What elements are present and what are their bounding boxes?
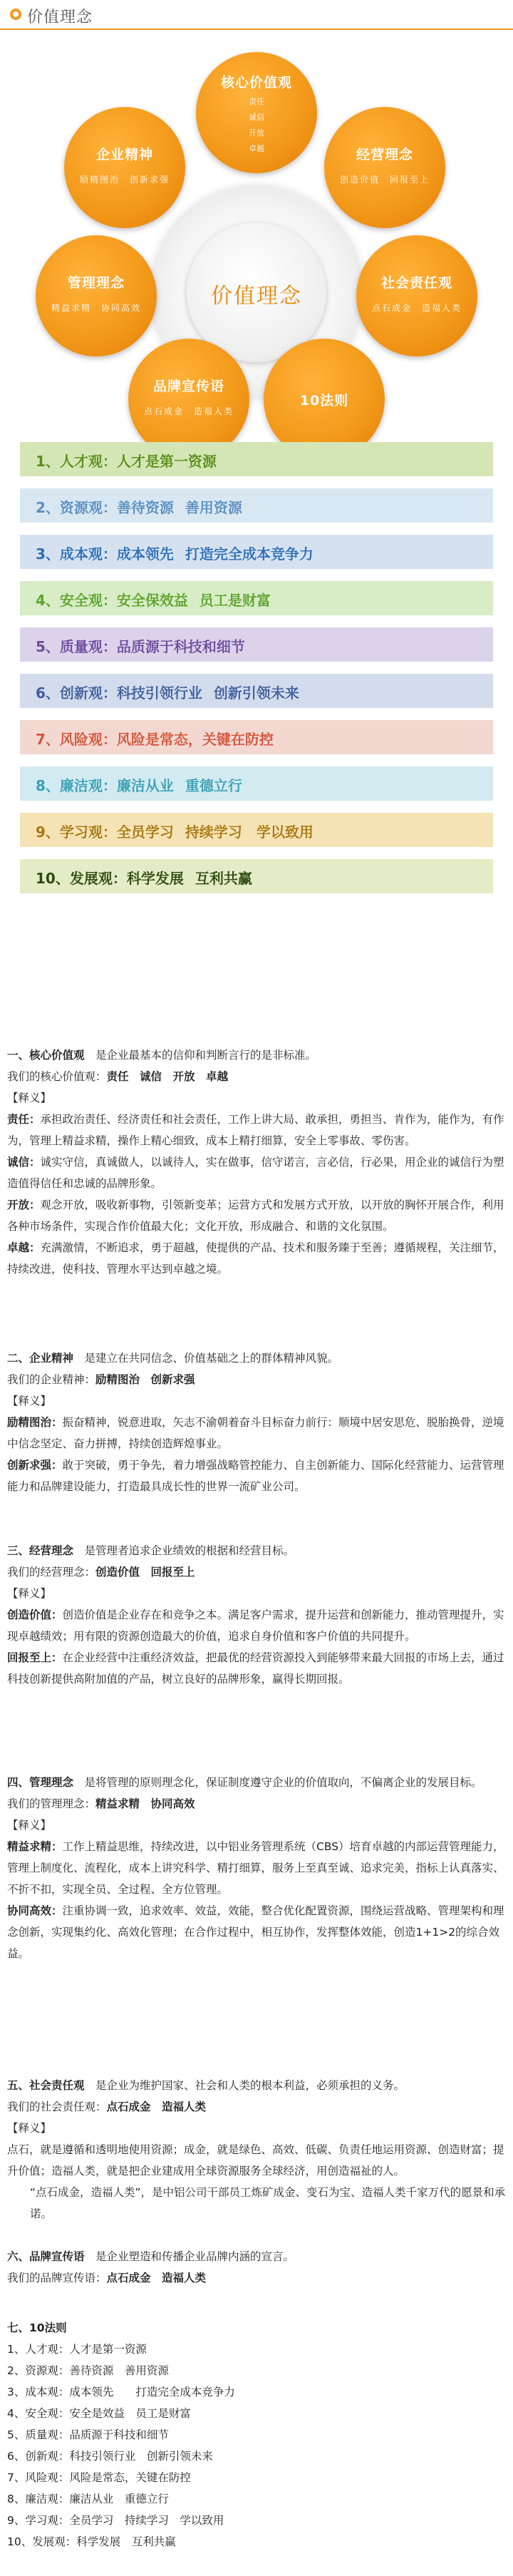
bubble-line: 责任: [249, 97, 264, 106]
rule-bar-phrase: 善待资源: [116, 499, 174, 516]
bubble-title: 核心价值观: [220, 75, 292, 91]
section-intro: 我们的核心价值观：: [7, 1070, 107, 1083]
bubble-subtitle: 创造价值 回报至上: [339, 175, 430, 185]
bubble-line: 卓越: [249, 144, 264, 153]
rule-bar: [20, 674, 493, 708]
bubble-title: 品牌宣传语: [152, 379, 224, 394]
section-social-responsibility: [7, 2075, 506, 2225]
rule-bar-text: [36, 867, 252, 888]
item-key: 精益求精：: [7, 1840, 63, 1853]
header-divider: [0, 29, 513, 30]
bubble-lines: [196, 94, 317, 157]
section-values: 点石成金 造福人类: [106, 2100, 207, 2113]
rule-bar-phrase: 科学发展: [126, 870, 184, 887]
rule-bar-text: [36, 728, 285, 749]
item-text: 敢于突破，勇于争先，着力增强战略管控能力、自主创新能力、国际化经营能力、运营管理能力和品牌建设能力，打造最具成长性的世界一流矿业公司。: [7, 1459, 504, 1493]
diagram-center-title: 价值理念: [211, 284, 302, 309]
rule-bar-phrase: 善用资源: [185, 499, 242, 516]
item-text: 振奋精神，锐意进取，矢志不渝朝着奋斗目标奋力前行：顺境中居安思危、脱胎换骨，逆境中信念坚定、奋力拼搏，持续创造辉煌事业。: [7, 1416, 504, 1450]
rule-bar: [20, 488, 493, 523]
rule-bar-text: [36, 589, 271, 610]
section-heading: 六、品牌宣传语: [7, 2250, 85, 2263]
rule-bar-phrase: 员工是财富: [199, 592, 271, 609]
rule-list-item: 5、质量观：品质源于科技和细节: [7, 2428, 169, 2441]
rule-bar-phrase: 全员学习: [116, 823, 174, 841]
rule-bar-label: 6、创新观：: [36, 684, 117, 702]
item-key: 励精图治：: [7, 1416, 63, 1429]
item-text: 创造价值是企业存在和竞争之本。满足客户需求，提升运营和创新能力，推动管理提升，实现卓越绩效；用有限的资源创造最大的价值，追求自身价值和客户价值的共同提升。: [7, 1608, 504, 1643]
section-heading: 一、核心价值观: [7, 1049, 85, 1062]
section-values: 精益求精 协同高效: [95, 1797, 195, 1810]
bubble-corporate-spirit: [64, 107, 185, 228]
rule-bar-phrase: 人才是第一资源: [116, 453, 217, 470]
rule-bar-label: 8、廉洁观：: [36, 777, 117, 794]
section-intro: 我们的品牌宣传语：: [7, 2272, 107, 2284]
section-heading-desc: 是管理者追求企业绩效的根据和经营目标。: [84, 1544, 295, 1557]
item-text: 观念开放，吸收新事物，引领新变革；运营方式和发展方式开放，以开放的胸怀开展合作，利用各种市场条件，实现合作价值最大化；文化开放，形成融合、和谐的文化氛围。: [7, 1199, 504, 1233]
rule-list-item: 6、创新观：科技引领行业 创新引领未来: [7, 2450, 213, 2463]
rule-bar-phrase: 创新引领未来: [213, 684, 299, 702]
section-intro: 我们的社会责任观：: [7, 2100, 107, 2113]
rule-list-item: 3、成本观：成本领先 打造完全成本竞争力: [7, 2386, 235, 2398]
section-brand-slogan: [7, 2246, 506, 2289]
section-note: 【释义】: [7, 1395, 52, 1407]
bubble-management-philosophy: [36, 235, 157, 356]
rule-bar-text: [36, 682, 299, 702]
rule-bar-phrase: 廉洁从业: [116, 777, 174, 794]
section-note: 【释义】: [7, 1819, 52, 1832]
rule-bar-label: 2、资源观：: [36, 499, 117, 516]
item-key: 创新求强：: [7, 1459, 63, 1472]
section-heading-desc: 是企业最基本的信仰和判断言行的是非标准。: [95, 1049, 317, 1062]
section-note: 【释义】: [7, 1092, 52, 1104]
item-text: 承担政治责任、经济责任和社会责任，工作上讲大局、敢承担，勇担当、肯作为，能作为，有作为，管理上精益求精，操作上精心细致，成本上精打细算，安全上零事故、零伤害。: [7, 1113, 504, 1147]
bubble-social-responsibility: [356, 235, 477, 356]
rule-bar: [20, 581, 493, 615]
bubble-subtitle: 精益求精 协同高效: [51, 303, 141, 313]
rule-bar: [20, 442, 493, 476]
section-note: 【释义】: [7, 2122, 52, 2135]
rule-bar-text: [36, 496, 242, 517]
item-text: 注重协调一致，追求效率、效益，效能，整合优化配置资源，围绕运营战略、管理架构和理念创新，实现集约化、高效化管理；在合作过程中，相互协作，发挥整体效能，创造1+1>2的综合效益。: [7, 1904, 504, 1960]
section-values: 点石成金 造福人类: [106, 2272, 207, 2284]
bubble-business-philosophy: [324, 107, 445, 228]
rule-bar-label: 4、安全观：: [36, 592, 117, 609]
rule-bar-label: 3、成本观：: [36, 545, 117, 563]
section-heading: 二、企业精神: [7, 1352, 74, 1365]
section-heading-desc: 是企业塑造和传播企业品牌内涵的宣言。: [95, 2250, 295, 2263]
section-management-philosophy: [7, 1772, 506, 1964]
section-values: 励精图治 创新求强: [95, 1373, 195, 1386]
item-key: 责任：: [7, 1113, 41, 1126]
section-intro: 我们的企业精神：: [7, 1373, 96, 1386]
rule-bar: [20, 535, 493, 569]
section-heading-desc: 是企业为维护国家、社会和人类的根本利益，必须承担的义务。: [95, 2079, 405, 2092]
rule-bar-phrase: 成本领先: [116, 545, 174, 563]
rule-bar: [20, 766, 493, 801]
section-corporate-spirit: [7, 1348, 506, 1497]
bubble-line: 诚信: [249, 113, 264, 122]
section-heading: 四、管理理念: [7, 1776, 74, 1789]
section-heading: 七、10法则: [7, 2321, 67, 2334]
rule-bar: [20, 720, 493, 754]
bubble-title: 经营理念: [356, 147, 413, 163]
rule-bar-text: [36, 774, 242, 795]
item-text: 在企业经营中注重经济效益，把最优的经营资源投入到能够带来最大回报的市场上去，通过科技创新提供高附加值的产品，树立良好的品牌形象，赢得长期回报。: [7, 1651, 504, 1685]
rule-bar-text: [36, 635, 256, 656]
rule-list-item: 9、学习观：全员学习 持续学习 学以致用: [7, 2514, 224, 2527]
section-core-values: [7, 1045, 506, 1280]
rule-list-item: 1、人才观：人才是第一资源: [7, 2343, 147, 2356]
rule-bar-label: 1、人才观：: [36, 453, 117, 470]
rule-bar-text: [36, 821, 314, 841]
rule-bar-phrase: 打造完全成本竞争力: [185, 545, 314, 563]
rule-list-item: 7、风险观：风险是常态，关键在防控: [7, 2471, 191, 2484]
bubble-subtitle: 点石成金 造福人类: [371, 303, 462, 313]
rule-list-item: 8、廉洁观：廉洁从业 重德立行: [7, 2493, 169, 2505]
rule-list-item: 4、安全观：安全是效益 员工是财富: [7, 2407, 191, 2420]
rule-bar-label: 5、质量观：: [36, 638, 117, 655]
rule-bar-text: [36, 450, 228, 471]
ten-rules-list: [7, 2339, 506, 2552]
section-heading-desc: 是将管理的原则理念化，保证制度遵守企业的价值取向，不偏离企业的发展目标。: [84, 1776, 482, 1789]
circle-bullet-icon: [10, 9, 21, 20]
item-key: 创造价值：: [7, 1608, 63, 1621]
section-values: 创造价值 回报至上: [95, 1566, 195, 1579]
section-values: 责任 诚信 开放 卓越: [106, 1070, 229, 1083]
rule-list-item: 2、资源观：善待资源 善用资源: [7, 2364, 169, 2377]
bubble-core-values: [196, 52, 317, 173]
rule-bar-label: 9、学习观：: [36, 823, 117, 841]
rule-bar-phrase: 重德立行: [185, 777, 242, 794]
bubble-title: 社会责任观: [380, 275, 452, 291]
rule-bar-phrase: 品质源于科技和细节: [116, 638, 245, 655]
section-ten-rules: [7, 2317, 506, 2552]
bubble-subtitle: 点石成金 造福人类: [143, 406, 234, 416]
bubble-line: 开放: [249, 128, 264, 138]
item-key: 开放：: [7, 1199, 41, 1211]
item-key: 诚信：: [7, 1156, 41, 1169]
section-heading: 三、经营理念: [7, 1544, 74, 1557]
rule-bar-label: 7、风险观：: [36, 731, 117, 748]
rule-bar: [20, 859, 493, 893]
rule-bar-phrase: 安全保效益: [116, 592, 188, 609]
rule-bar-text: [36, 543, 314, 563]
section-note: 【释义】: [7, 1587, 52, 1600]
item-key: 协同高效：: [7, 1904, 63, 1917]
bubble-title: 企业精神: [95, 147, 153, 163]
rule-list-item: 10、发展观：科学发展 互利共赢: [7, 2535, 176, 2548]
rule-bar-phrase: 风险是常态，关键在防控: [116, 731, 274, 748]
item-text: 工作上精益思维，持续改进，以中铝业务管理系统（CBS）培育卓越的内部运营管理能力，管理上制度化、流程化，成本上讲究科学、精打细算，服务上至真至诚、追求完美，指标上认真落实、不折不扣，实现全员、全过程、全方位管理。: [7, 1840, 504, 1896]
rule-bar-label: 10、发展观：: [36, 870, 127, 887]
bubble-subtitle: 励精图治 创新求强: [79, 175, 170, 185]
item-text: 充满激情，不断追求，勇于超越，使提供的产品、技术和服务臻于至善；遵循规程，关注细节，持续改进，使科技、管理水平达到卓越之境。: [7, 1241, 504, 1276]
value-diagram: [0, 39, 513, 467]
rule-bar-phrase: 持续学习 学以致用: [185, 823, 314, 841]
section-intro: 我们的管理理念：: [7, 1797, 96, 1810]
section-business-philosophy: [7, 1540, 506, 1690]
section-header: [0, 0, 513, 33]
section-heading-desc: 是建立在共同信念、价值基础之上的群体精神风貌。: [84, 1352, 339, 1365]
section-intro: 我们的经营理念：: [7, 1566, 96, 1579]
section-heading: 五、社会责任观: [7, 2079, 85, 2092]
item-key: 卓越：: [7, 1241, 41, 1254]
rule-bar: [20, 627, 493, 662]
section-paragraph: 点石，就是遵循和透明地使用资源；成金，就是绿色、高效、低碳、负责任地运用资源、创造财富；提升价值；造福人类，就是把企业建成用全球资源服务全球经济，用创造福祉的人。: [7, 2143, 504, 2177]
rule-bar-phrase: 科技引领行业: [116, 684, 202, 702]
bubble-title: 管理理念: [67, 275, 125, 291]
page-title: 价值理念: [27, 9, 93, 26]
item-key: 回报至上：: [7, 1651, 63, 1664]
bubble-title: 10法则: [299, 393, 349, 409]
rule-bar-phrase: 互利共赢: [195, 870, 252, 887]
rule-bar: [20, 813, 493, 847]
section-paragraph: “点石成金，造福人类”，是中铝公司干部员工炼矿成金、变石为宝、造福人类千家万代的愿景和承诺。: [30, 2186, 506, 2220]
item-text: 诚实守信，真诚做人，以诚待人，实在做事，信守诺言，言必信，行必果，用企业的诚信行为塑造值得信任和忠诚的品牌形象。: [7, 1156, 504, 1190]
